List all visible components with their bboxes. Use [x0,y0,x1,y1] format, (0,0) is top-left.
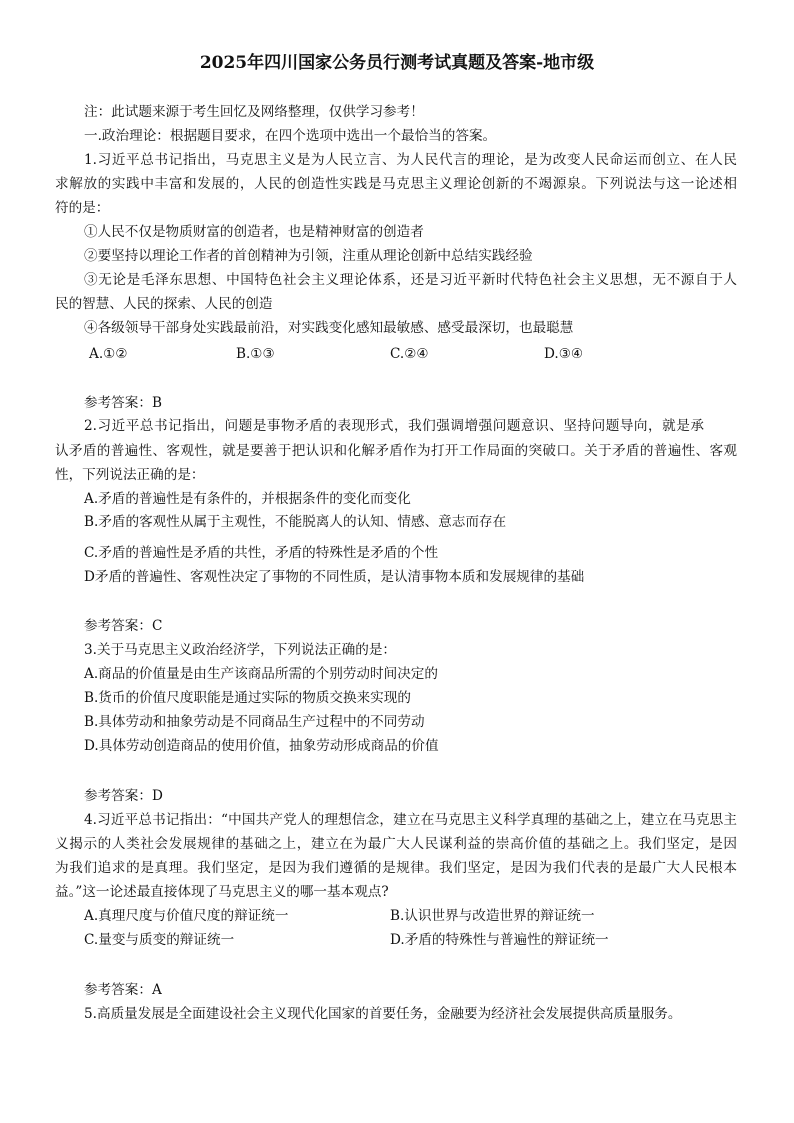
option-a: A.①② [89,346,128,362]
option-b: B.货币的价值尺度职能是通过实际的物质交换来实现的 [84,690,411,706]
question-stem: 性，下列说法正确的是： [55,467,205,483]
option-b: B.矛盾的客观性从属于主观性，不能脱离人的认知、情感、意志而存在 [84,514,507,530]
question-stem: 3.关于马克思主义政治经济学，下列说法正确的是： [84,642,397,658]
answer: 参考答案：B [84,395,162,411]
option-a: A.真理尺度与价值尺度的辩证统一 [84,908,289,924]
option-b: B.认识世界与改造世界的辩证统一 [390,908,595,924]
question-stem: 益。”这一论述最直接体现了马克思主义的哪一基本观点? [55,884,389,900]
option-b: B.①③ [236,346,275,362]
document-title: 2025年四川国家公务员行测考试真题及答案-地市级 [199,53,595,73]
option-d: D.矛盾的特殊性与普遍性的辩证统一 [390,932,609,948]
note: 注：此试题来源于考生回忆及网络整理，仅供学习参考！ [84,104,424,120]
section-heading: 一.政治理论：根据题目要求，在四个选项中选出一个最恰当的答案。 [84,128,497,144]
option-c: C.矛盾的普遍性是矛盾的共性，矛盾的特殊性是矛盾的个性 [84,545,439,561]
question-stem: 为我们追求的是真理。我们坚定，是因为我们遵循的是规律。我们坚定，是因为我们代表的是最广大人民根本 [55,860,737,876]
option-a: A.商品的价值量是由生产该商品所需的个别劳动时间决定的 [84,666,438,682]
statement-item: ③无论是毛泽东思想、中国特色社会主义理论体系，还是习近平新时代特色社会主义思想，无不源自于人 [84,272,737,288]
statement-item: ②要坚持以理论工作者的首创精神为引领，注重从理论创新中总结实践经验 [84,248,533,264]
statement-item: 民的智慧、人民的探索、人民的创造 [55,296,273,312]
option-d: D矛盾的普遍性、客观性决定了事物的不同性质，是认清事物本质和发展规律的基础 [84,569,585,585]
option-d: D.③④ [544,346,584,362]
answer: 参考答案：D [84,788,163,804]
option-a: A.矛盾的普遍性是有条件的，并根据条件的变化而变化 [84,491,411,507]
question-stem: 认矛盾的普遍性、客观性，就是要善于把认识和化解矛盾作为打开工作局面的突破口。关于矛盾的普遍性、客观 [55,443,737,459]
question-stem: 义揭示的人类社会发展规律的基础之上，建立在为最广大人民谋利益的崇高价值的基础之上。我们坚定，是因 [55,836,737,852]
question-stem: 4.习近平总书记指出：“中国共产党人的理想信念，建立在马克思主义科学真理的基础之上，建立在马克思主 [84,812,737,828]
answer: 参考答案：A [84,982,162,998]
option-c: B.具体劳动和抽象劳动是不同商品生产过程中的不同劳动 [84,714,425,730]
question-stem: 2.习近平总书记指出，问题是事物矛盾的表现形式，我们强调增强问题意识、坚持问题导向，就是承 [84,418,704,434]
statement-item: ①人民不仅是物质财富的创造者，也是精神财富的创造者 [84,224,424,240]
option-c: C.量变与质变的辩证统一 [84,932,235,948]
option-d: D.具体劳动创造商品的使用价值，抽象劳动形成商品的价值 [84,738,439,754]
question-stem: 求解放的实践中丰富和发展的，人民的创造性实践是马克思主义理论创新的不竭源泉。下列说法与这一论述相 [55,176,737,192]
question-stem: 1.习近平总书记指出，马克思主义是为人民立言、为人民代言的理论，是为改变人民命运而创立、在人民 [84,152,737,168]
question-stem: 符的是： [55,200,110,216]
statement-item: ④各级领导干部身处实践最前沿，对实践变化感知最敏感、感受最深切，也最聪慧 [84,320,574,336]
question-stem: 5.高质量发展是全面建设社会主义现代化国家的首要任务，金融要为经济社会发展提供高质量服务。 [84,1006,682,1022]
option-c: C.②④ [390,346,429,362]
answer: 参考答案：C [84,618,163,634]
